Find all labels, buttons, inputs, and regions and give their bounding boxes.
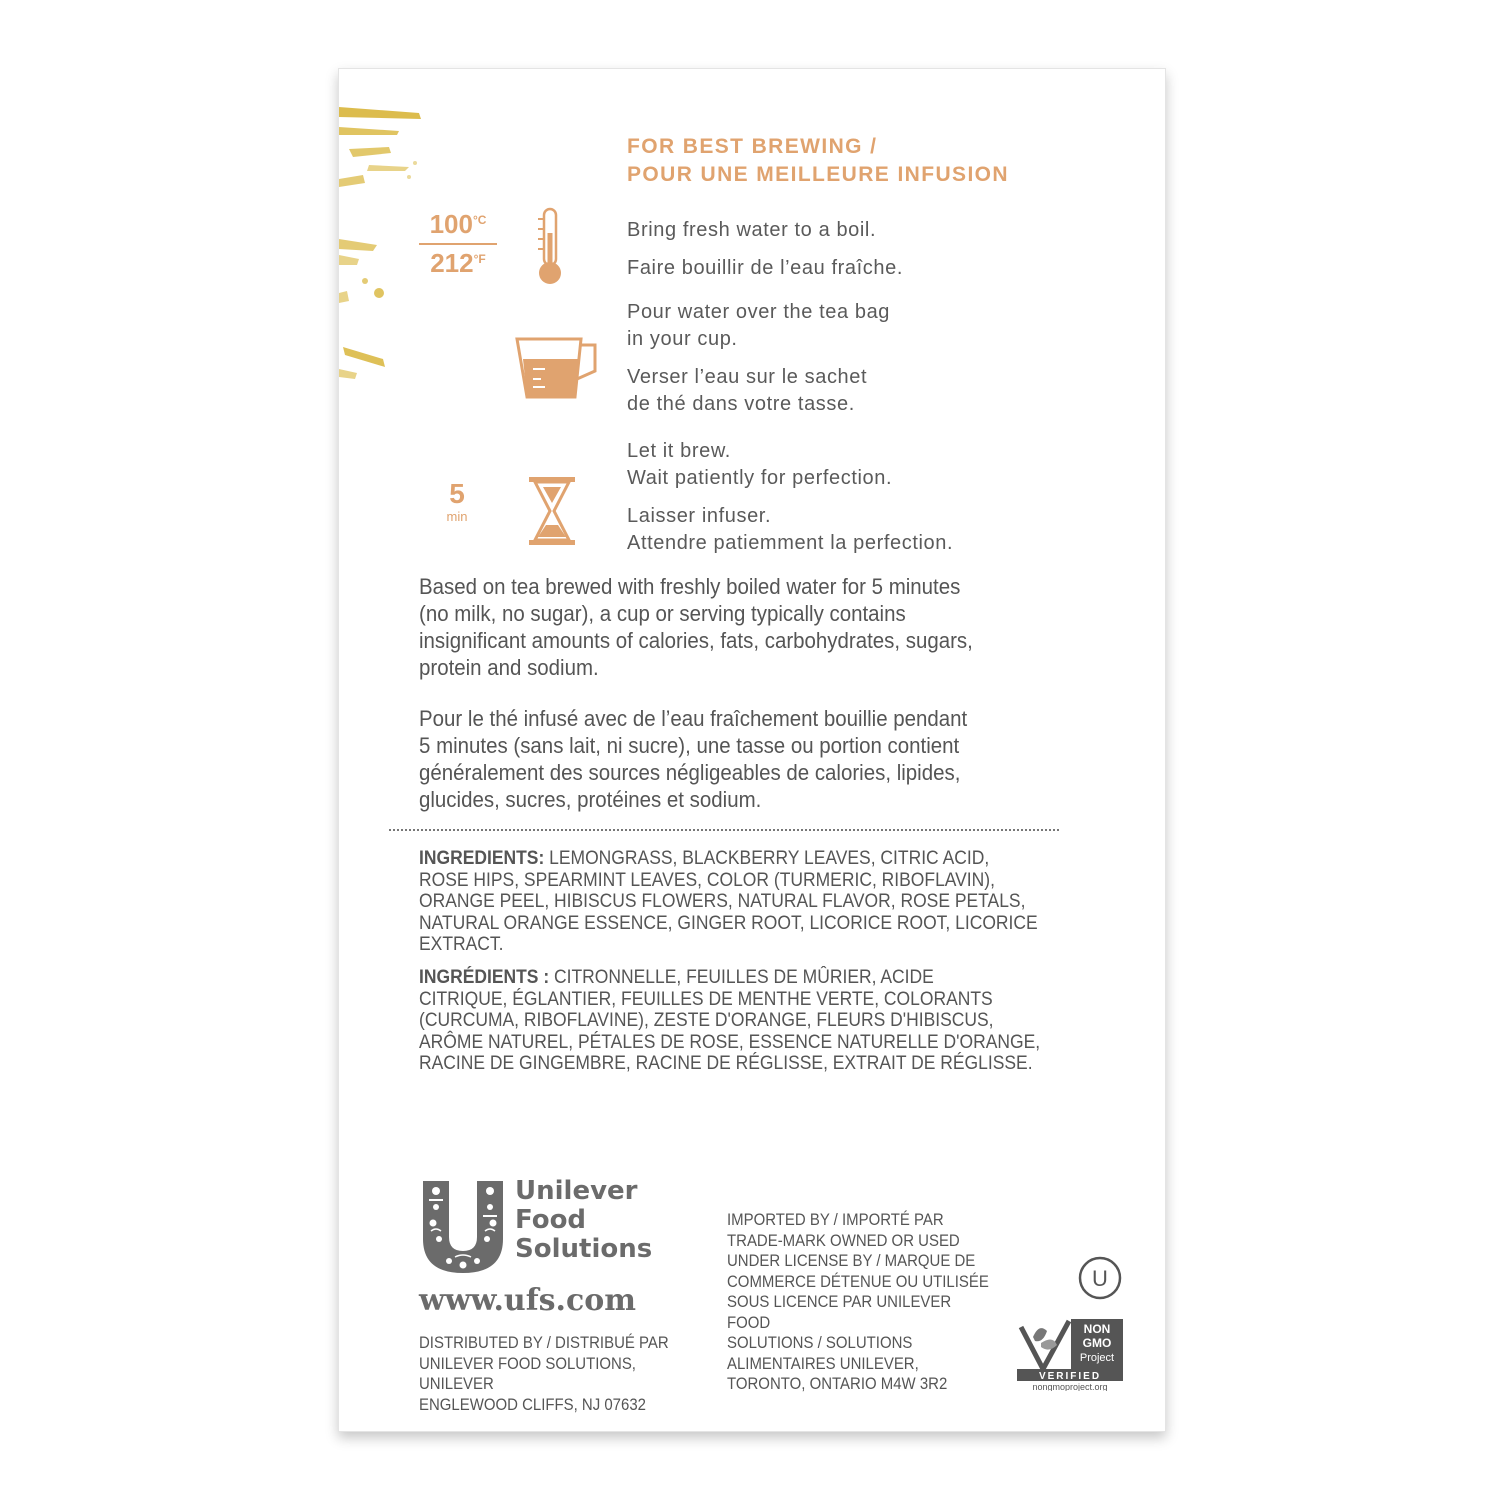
temp-fahrenheit-unit: F [478, 252, 486, 266]
nutrition-en-line: (no milk, no sugar), a cup or serving typically contains [419, 601, 906, 626]
temp-fahrenheit-value: 212 [430, 248, 474, 278]
nutrition-fr-line: glucides, sucres, protéines et sodium. [419, 787, 762, 812]
step-3-fr-line-2: Attendre patiemment la perfection. [627, 532, 954, 554]
imported-line: SOUS LICENCE PAR UNILEVER FOOD [727, 1292, 952, 1332]
ingredients-fr-line: ARÔME NATUREL, PÉTALES DE ROSE, ESSENCE NATURELLE D'ORANGE, [419, 1031, 1041, 1053]
temperature-readout: $100^{^\circ C}$ $212^{^\circ F}$ [419, 209, 497, 279]
nongmo-line-1: NON [1083, 1322, 1111, 1336]
kosher-letter: U [1092, 1266, 1108, 1291]
hourglass-icon [527, 475, 577, 547]
brewing-heading-en: FOR BEST BREWING / [627, 135, 878, 158]
step-2-en-line-2: in your cup. [627, 328, 738, 350]
brand-line-1: Unilever [515, 1176, 638, 1206]
steep-time-value: 5 [449, 478, 465, 509]
ingredients-fr-line: CITRIQUE, ÉGLANTIER, FEUILLES DE MENTHE VERTE, COLORANTS [419, 988, 993, 1010]
step-3-text [627, 438, 953, 557]
kosher-certification-icon [1077, 1255, 1123, 1301]
ingredients-en-line: NATURAL ORANGE ESSENCE, GINGER ROOT, LICORICE ROOT, LICORICE [419, 912, 1038, 934]
imported-line: UNDER LICENSE BY / MARQUE DE [727, 1251, 976, 1270]
unilever-u-logo [419, 1179, 507, 1275]
step-1-en: Bring fresh water to a boil. [627, 219, 877, 241]
nutrition-en-line: insignificant amounts of calories, fats, carbohydrates, sugars, [419, 628, 973, 653]
nongmo-line-3: Project [1079, 1352, 1115, 1364]
step-3-en-line-1: Let it brew. [627, 440, 731, 462]
distributed-line: DISTRIBUTED BY / DISTRIBUÉ PAR [419, 1333, 669, 1352]
imported-line: ALIMENTAIRES UNILEVER, [727, 1353, 919, 1373]
ingredients-en-line: ROSE HIPS, SPEARMINT LEAVES, COLOR (TURMERIC, RIBOFLAVIN), [419, 869, 995, 891]
brewing-heading-fr: POUR UNE MEILLEURE INFUSION [627, 163, 1009, 186]
nutrition-fr-line: 5 minutes (sans lait, ni sucre), une tasse ou portion contient [419, 733, 960, 758]
brand-website: www.ufs.com [419, 1283, 636, 1318]
imported-line: COMMERCE DÉTENUE OU UTILISÉE [727, 1271, 989, 1291]
ingredients-fr-line: RACINE DE GINGEMBRE, RACINE DE RÉGLISSE, EXTRAIT DE RÉGLISSE. [419, 1053, 1033, 1074]
brewing-heading [627, 133, 1009, 189]
brand-line-3: Solutions [515, 1234, 653, 1264]
step-1-text [627, 217, 903, 282]
dotted-divider [389, 829, 1059, 831]
step-3-fr-line-1: Laisser infuser. [627, 505, 772, 527]
ingredients-en [419, 848, 1054, 956]
step-2-en-line-1: Pour water over the tea bag [627, 301, 891, 323]
steep-time [439, 479, 475, 524]
temp-celsius-unit: C [477, 213, 487, 227]
distributed-line: ENGLEWOOD CLIFFS, NJ 07632 [419, 1394, 646, 1414]
ingredients-fr-line: CITRONNELLE, FEUILLES DE MÛRIER, ACIDE [549, 967, 934, 988]
imported-line: IMPORTED BY / IMPORTÉ PAR [727, 1210, 944, 1229]
temp-celsius-value: 100 [429, 209, 473, 239]
ingredients-fr [419, 967, 1054, 1075]
nutrition-en-line: protein and sodium. [419, 655, 599, 680]
imported-line: TORONTO, ONTARIO M4W 3R2 [727, 1374, 948, 1393]
ingredients-fr-label: INGRÉDIENTS : [419, 967, 550, 988]
step-2-fr-line-1: Verser l’eau sur le sachet [627, 366, 868, 388]
temp-divider [419, 243, 497, 245]
nutrition-en-line: Based on tea brewed with freshly boiled water for 5 minutes [419, 574, 961, 599]
measuring-cup-icon [515, 333, 599, 401]
non-gmo-project-badge [1013, 1317, 1129, 1391]
nongmo-line-2: GMO [1082, 1336, 1112, 1350]
tea-box-back-panel [338, 68, 1166, 1432]
thermometer-icon [535, 207, 565, 287]
ingredients-en-line: EXTRACT. [419, 934, 504, 955]
step-2-text [627, 299, 890, 418]
ingredients-en-line: LEMONGRASS, BLACKBERRY LEAVES, CITRIC ACID, [544, 848, 990, 869]
nutrition-statement-fr [419, 705, 1033, 813]
nongmo-verified: VERIFIED [1038, 1371, 1102, 1382]
nutrition-statement-en [419, 573, 1033, 681]
distributed-by [419, 1333, 709, 1415]
brand-name [515, 1177, 652, 1264]
step-3-en-line-2: Wait patiently for perfection. [627, 467, 893, 489]
step-1-fr: Faire bouillir de l’eau fraîche. [627, 257, 903, 279]
imported-line: TRADE-MARK OWNED OR USED [727, 1230, 960, 1250]
ingredients-fr-line: (CURCUMA, RIBOFLAVINE), ZESTE D'ORANGE, FLEURS D'HIBISCUS, [419, 1010, 994, 1031]
nutrition-fr-line: généralement des sources négligeables de calories, lipides, [419, 760, 961, 785]
distributed-line: UNILEVER FOOD SOLUTIONS, UNILEVER [419, 1353, 636, 1393]
step-2-fr-line-2: de thé dans votre tasse. [627, 393, 855, 415]
nutrition-fr-line: Pour le thé infusé avec de l’eau fraîchement bouillie pendant [419, 706, 968, 731]
brand-line-2: Food [515, 1205, 587, 1235]
imported-by [727, 1210, 991, 1395]
nongmo-url: nongmoproject.org [1032, 1382, 1108, 1391]
steep-time-unit: min [446, 509, 468, 524]
imported-line: SOLUTIONS / SOLUTIONS [727, 1333, 913, 1352]
ingredients-en-line: ORANGE PEEL, HIBISCUS FLOWERS, NATURAL FLAVOR, ROSE PETALS, [419, 891, 1026, 912]
ingredients-en-label: INGREDIENTS: [419, 848, 545, 869]
